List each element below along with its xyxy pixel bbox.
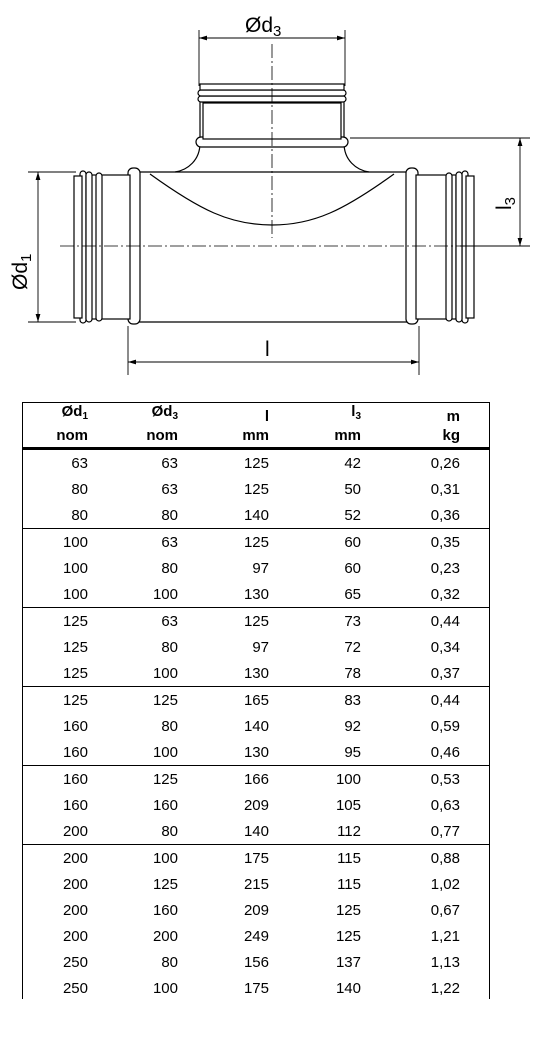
cell-l3: 125 (335, 901, 361, 919)
header-l3: $l_3$ mm (269, 402, 361, 449)
cell-spacer (460, 739, 490, 766)
table-row (22, 871, 490, 897)
cell-spacer (460, 713, 490, 739)
table-row (22, 818, 490, 845)
cell-d1: 200 (62, 901, 88, 919)
cell-d3: 80 (161, 953, 178, 971)
cell-d1: 160 (62, 743, 88, 761)
table-row (22, 502, 490, 529)
d1-label: Ød1 (9, 253, 35, 290)
cell-l: 125 (243, 454, 269, 472)
cell-mass: 0,44 (361, 687, 460, 714)
cell-mass: 1,21 (430, 927, 460, 945)
cell-d1: 250 (62, 953, 88, 971)
cell-l: 175 (178, 845, 269, 872)
cell-l: 130 (243, 585, 269, 603)
cell-d1: 200 (62, 822, 88, 840)
cell-d3: 200 (152, 927, 178, 945)
table-row (22, 949, 490, 975)
cell-d3: 100 (152, 743, 178, 761)
cell-mass: 0,37 (430, 664, 460, 682)
cell-mass: 1,13 (430, 953, 460, 971)
cell-d3: 80 (161, 506, 178, 524)
cell-l3: 112 (337, 822, 361, 840)
cell-l: 249 (243, 927, 269, 945)
cell-d1: 200 (22, 845, 88, 872)
header-l: l mm (178, 402, 269, 449)
l-label: l (265, 338, 270, 361)
table-row (22, 660, 490, 687)
cell-d3: 100 (152, 979, 178, 997)
cell-mass: 0,34 (430, 638, 460, 656)
cell-d3: 100 (152, 664, 178, 682)
cell-l: 125 (178, 529, 269, 556)
cell-l3: 92 (344, 717, 361, 735)
cell-d1: 160 (22, 766, 88, 793)
cell-mass: 1,02 (430, 875, 460, 893)
table-row (22, 897, 490, 923)
cell-l: 209 (243, 901, 269, 919)
cell-d1: 80 (71, 480, 88, 498)
cell-mass: 0,88 (361, 845, 460, 872)
table-row (22, 476, 490, 502)
cell-l3: 52 (344, 506, 361, 524)
cell-mass: 0,32 (430, 585, 460, 603)
cell-d3: 100 (152, 585, 178, 603)
table-row (22, 713, 490, 739)
cell-l: 130 (243, 743, 269, 761)
cell-spacer (460, 608, 490, 635)
header-d3: $Ød_3$ nom (88, 402, 178, 449)
table-row (22, 634, 490, 660)
cell-mass: 0,67 (430, 901, 460, 919)
cell-spacer (460, 502, 490, 529)
cell-spacer (460, 634, 490, 660)
cell-mass: 0,44 (361, 608, 460, 635)
cell-l3: 140 (335, 979, 361, 997)
cell-spacer (460, 792, 490, 818)
cell-mass: 0,59 (430, 717, 460, 735)
cell-d3: 63 (88, 529, 178, 556)
cell-mass: 0,46 (430, 743, 460, 761)
cell-mass: 0,26 (430, 454, 460, 472)
cell-d1: 200 (62, 927, 88, 945)
cell-l3: 72 (344, 638, 361, 656)
cell-d3: 80 (161, 822, 178, 840)
cell-mass: 0,23 (430, 559, 460, 577)
cell-l: 140 (243, 822, 269, 840)
cell-l: 97 (252, 638, 269, 656)
cell-d1: 100 (62, 585, 88, 603)
table-row (22, 608, 490, 635)
cell-l: 140 (243, 506, 269, 524)
cell-l: 175 (243, 979, 269, 997)
cell-l3: 50 (344, 480, 361, 498)
cell-spacer (460, 476, 490, 502)
l3-label: l3 (493, 196, 519, 210)
table-row (22, 766, 490, 793)
cell-l3: 125 (335, 927, 361, 945)
cell-l3: 105 (335, 796, 361, 814)
cell-spacer (460, 818, 490, 845)
cell-spacer (460, 766, 490, 793)
tee-fitting-drawing (0, 0, 544, 395)
cell-spacer (460, 897, 490, 923)
table-row (22, 739, 490, 766)
cell-d3: 125 (88, 687, 178, 714)
cell-spacer (460, 949, 490, 975)
cell-mass: 0,63 (430, 796, 460, 814)
header-d1: $Ød_1$ nom (22, 402, 88, 449)
dimensions-table (22, 402, 490, 1001)
cell-l3: 60 (344, 559, 361, 577)
cell-d1: 125 (22, 608, 88, 635)
cell-l: 130 (243, 664, 269, 682)
cell-mass: 0,35 (361, 529, 460, 556)
cell-spacer (460, 529, 490, 556)
cell-spacer (460, 845, 490, 872)
table-header-row (22, 402, 490, 449)
table-body (22, 449, 490, 1002)
cell-l3: 95 (344, 743, 361, 761)
cell-d3: 80 (161, 559, 178, 577)
table-row (22, 555, 490, 581)
cell-l: 165 (178, 687, 269, 714)
cell-spacer (460, 975, 490, 1001)
cell-d1: 250 (62, 979, 88, 997)
cell-l: 125 (178, 608, 269, 635)
cell-spacer (460, 660, 490, 687)
cell-d3: 160 (152, 796, 178, 814)
cell-l: 156 (243, 953, 269, 971)
table-row (22, 845, 490, 872)
cell-mass: 0,53 (361, 766, 460, 793)
cell-mass: 1,22 (430, 979, 460, 997)
cell-l3: 78 (344, 664, 361, 682)
cell-d1: 63 (71, 454, 88, 472)
cell-d1: 80 (71, 506, 88, 524)
cell-d1: 125 (62, 638, 88, 656)
cell-d3: 80 (161, 717, 178, 735)
cell-mass: 0,36 (430, 506, 460, 524)
cell-spacer (460, 581, 490, 608)
cell-l3: 65 (344, 585, 361, 603)
cell-mass: 0,77 (430, 822, 460, 840)
cell-spacer (460, 687, 490, 714)
table-row (22, 687, 490, 714)
cell-d3: 100 (88, 845, 178, 872)
table-row (22, 792, 490, 818)
cell-d3: 63 (161, 480, 178, 498)
cell-l3: 60 (269, 529, 361, 556)
cell-l: 140 (243, 717, 269, 735)
cell-d3: 63 (88, 608, 178, 635)
cell-l: 215 (243, 875, 269, 893)
cell-l: 97 (252, 559, 269, 577)
cell-spacer (460, 555, 490, 581)
table-row (22, 449, 490, 477)
cell-l3: 115 (337, 875, 361, 893)
cell-l3: 73 (269, 608, 361, 635)
cell-d3: 160 (152, 901, 178, 919)
header-spacer (460, 402, 490, 449)
cell-mass: 0,31 (430, 480, 460, 498)
d3-label: Ød3 (245, 14, 282, 40)
cell-l: 125 (243, 480, 269, 498)
cell-spacer (460, 449, 490, 477)
cell-l3: 115 (269, 845, 361, 872)
table-row (22, 529, 490, 556)
cell-d1: 100 (62, 559, 88, 577)
cell-l3: 83 (269, 687, 361, 714)
cell-d3: 125 (88, 766, 178, 793)
cell-spacer (460, 871, 490, 897)
table-row (22, 581, 490, 608)
cell-d1: 160 (62, 796, 88, 814)
cell-d3: 80 (161, 638, 178, 656)
cell-d1: 200 (62, 875, 88, 893)
cell-l: 166 (178, 766, 269, 793)
cell-d1: 160 (62, 717, 88, 735)
header-mass: m kg (361, 402, 460, 449)
cell-l3: 137 (335, 953, 361, 971)
cell-d1: 125 (62, 664, 88, 682)
cell-l3: 42 (344, 454, 361, 472)
table-row (22, 975, 490, 1001)
cell-d1: 100 (22, 529, 88, 556)
cell-l: 209 (243, 796, 269, 814)
main-pipe-body (138, 172, 410, 322)
cell-d1: 125 (22, 687, 88, 714)
cell-d3: 125 (152, 875, 178, 893)
cell-spacer (460, 923, 490, 949)
cell-d3: 63 (161, 454, 178, 472)
table-row (22, 923, 490, 949)
cell-l3: 100 (269, 766, 361, 793)
